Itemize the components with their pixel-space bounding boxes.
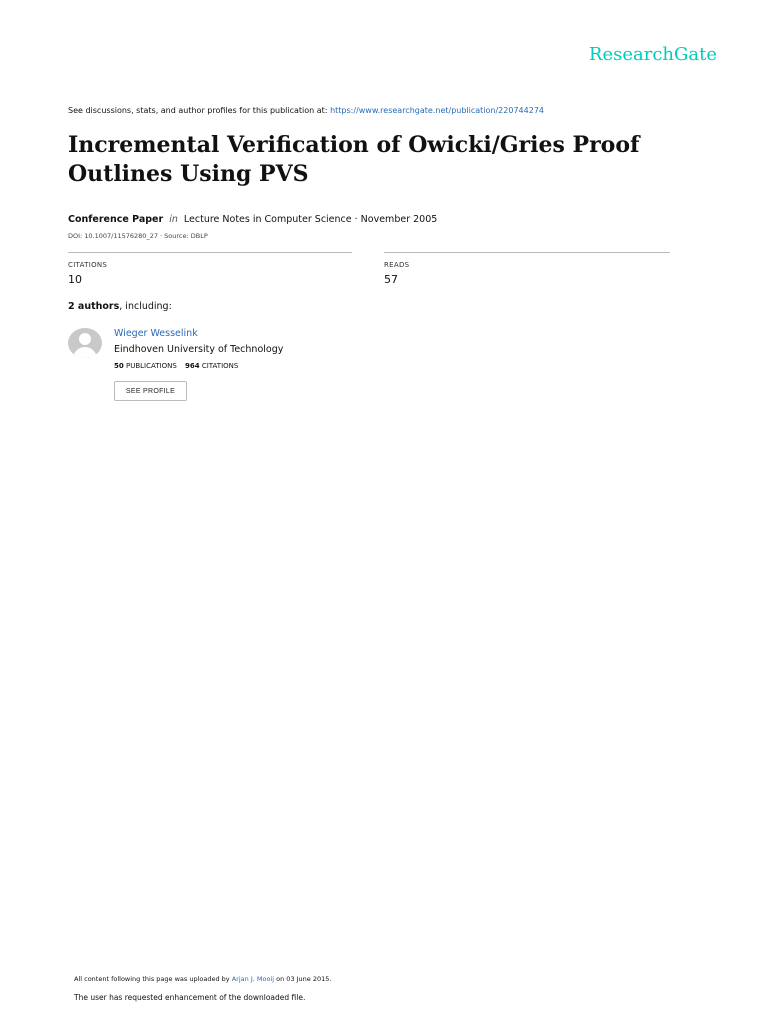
avatar-body-shape: [73, 347, 97, 358]
reads-value: 57: [384, 273, 398, 286]
author-citations-label: CITATIONS: [201, 362, 239, 370]
author-avatar-icon[interactable]: [68, 328, 102, 358]
publication-title: Incremental Verification of Owicki/Gries Proof Outlines Using PVS: [68, 132, 640, 187]
researchgate-logo: ResearchGate: [588, 44, 717, 65]
avatar-head-shape: [79, 333, 91, 345]
upload-note: [74, 975, 331, 983]
author-institution: Eindhoven University of Technology: [114, 344, 284, 355]
authors-including: , including:: [119, 301, 172, 312]
discussions-line: [68, 106, 544, 115]
doi-source: DOI: 10.1007/11576280_27 · Source: DBLP: [68, 232, 208, 240]
citations-label: CITATIONS: [68, 261, 108, 269]
in-word: in: [169, 214, 178, 225]
author-stats: [114, 362, 238, 370]
divider-citations: [68, 252, 352, 253]
reads-label: READS: [384, 261, 410, 269]
author-publications-label: PUBLICATIONS: [125, 362, 177, 370]
author-publications-count: 50: [114, 362, 124, 370]
divider-reads: [384, 252, 670, 253]
enhancement-note: The user has requested enhancement of the downloaded file.: [74, 993, 306, 1002]
author-name-link[interactable]: Wieger Wesselink: [114, 328, 198, 339]
publication-link[interactable]: https://www.researchgate.net/publication/220744274: [330, 106, 544, 115]
author-citations-count: 964: [185, 362, 200, 370]
citations-value: 10: [68, 273, 82, 286]
authors-summary: [68, 301, 172, 312]
publication-type: Conference Paper: [68, 214, 164, 225]
discussions-text: See discussions, stats, and author profiles for this publication at:: [68, 106, 328, 115]
publication-meta: [68, 214, 437, 225]
uploader-link[interactable]: Arjan J. Mooij: [231, 975, 275, 983]
venue-date: Lecture Notes in Computer Science · November 2005: [183, 214, 438, 225]
see-profile-button[interactable]: SEE PROFILE: [114, 381, 187, 401]
authors-count: 2 authors: [68, 301, 120, 312]
upload-suffix: on 03 June 2015.: [276, 975, 332, 983]
upload-prefix: All content following this page was uploaded by: [74, 975, 230, 983]
